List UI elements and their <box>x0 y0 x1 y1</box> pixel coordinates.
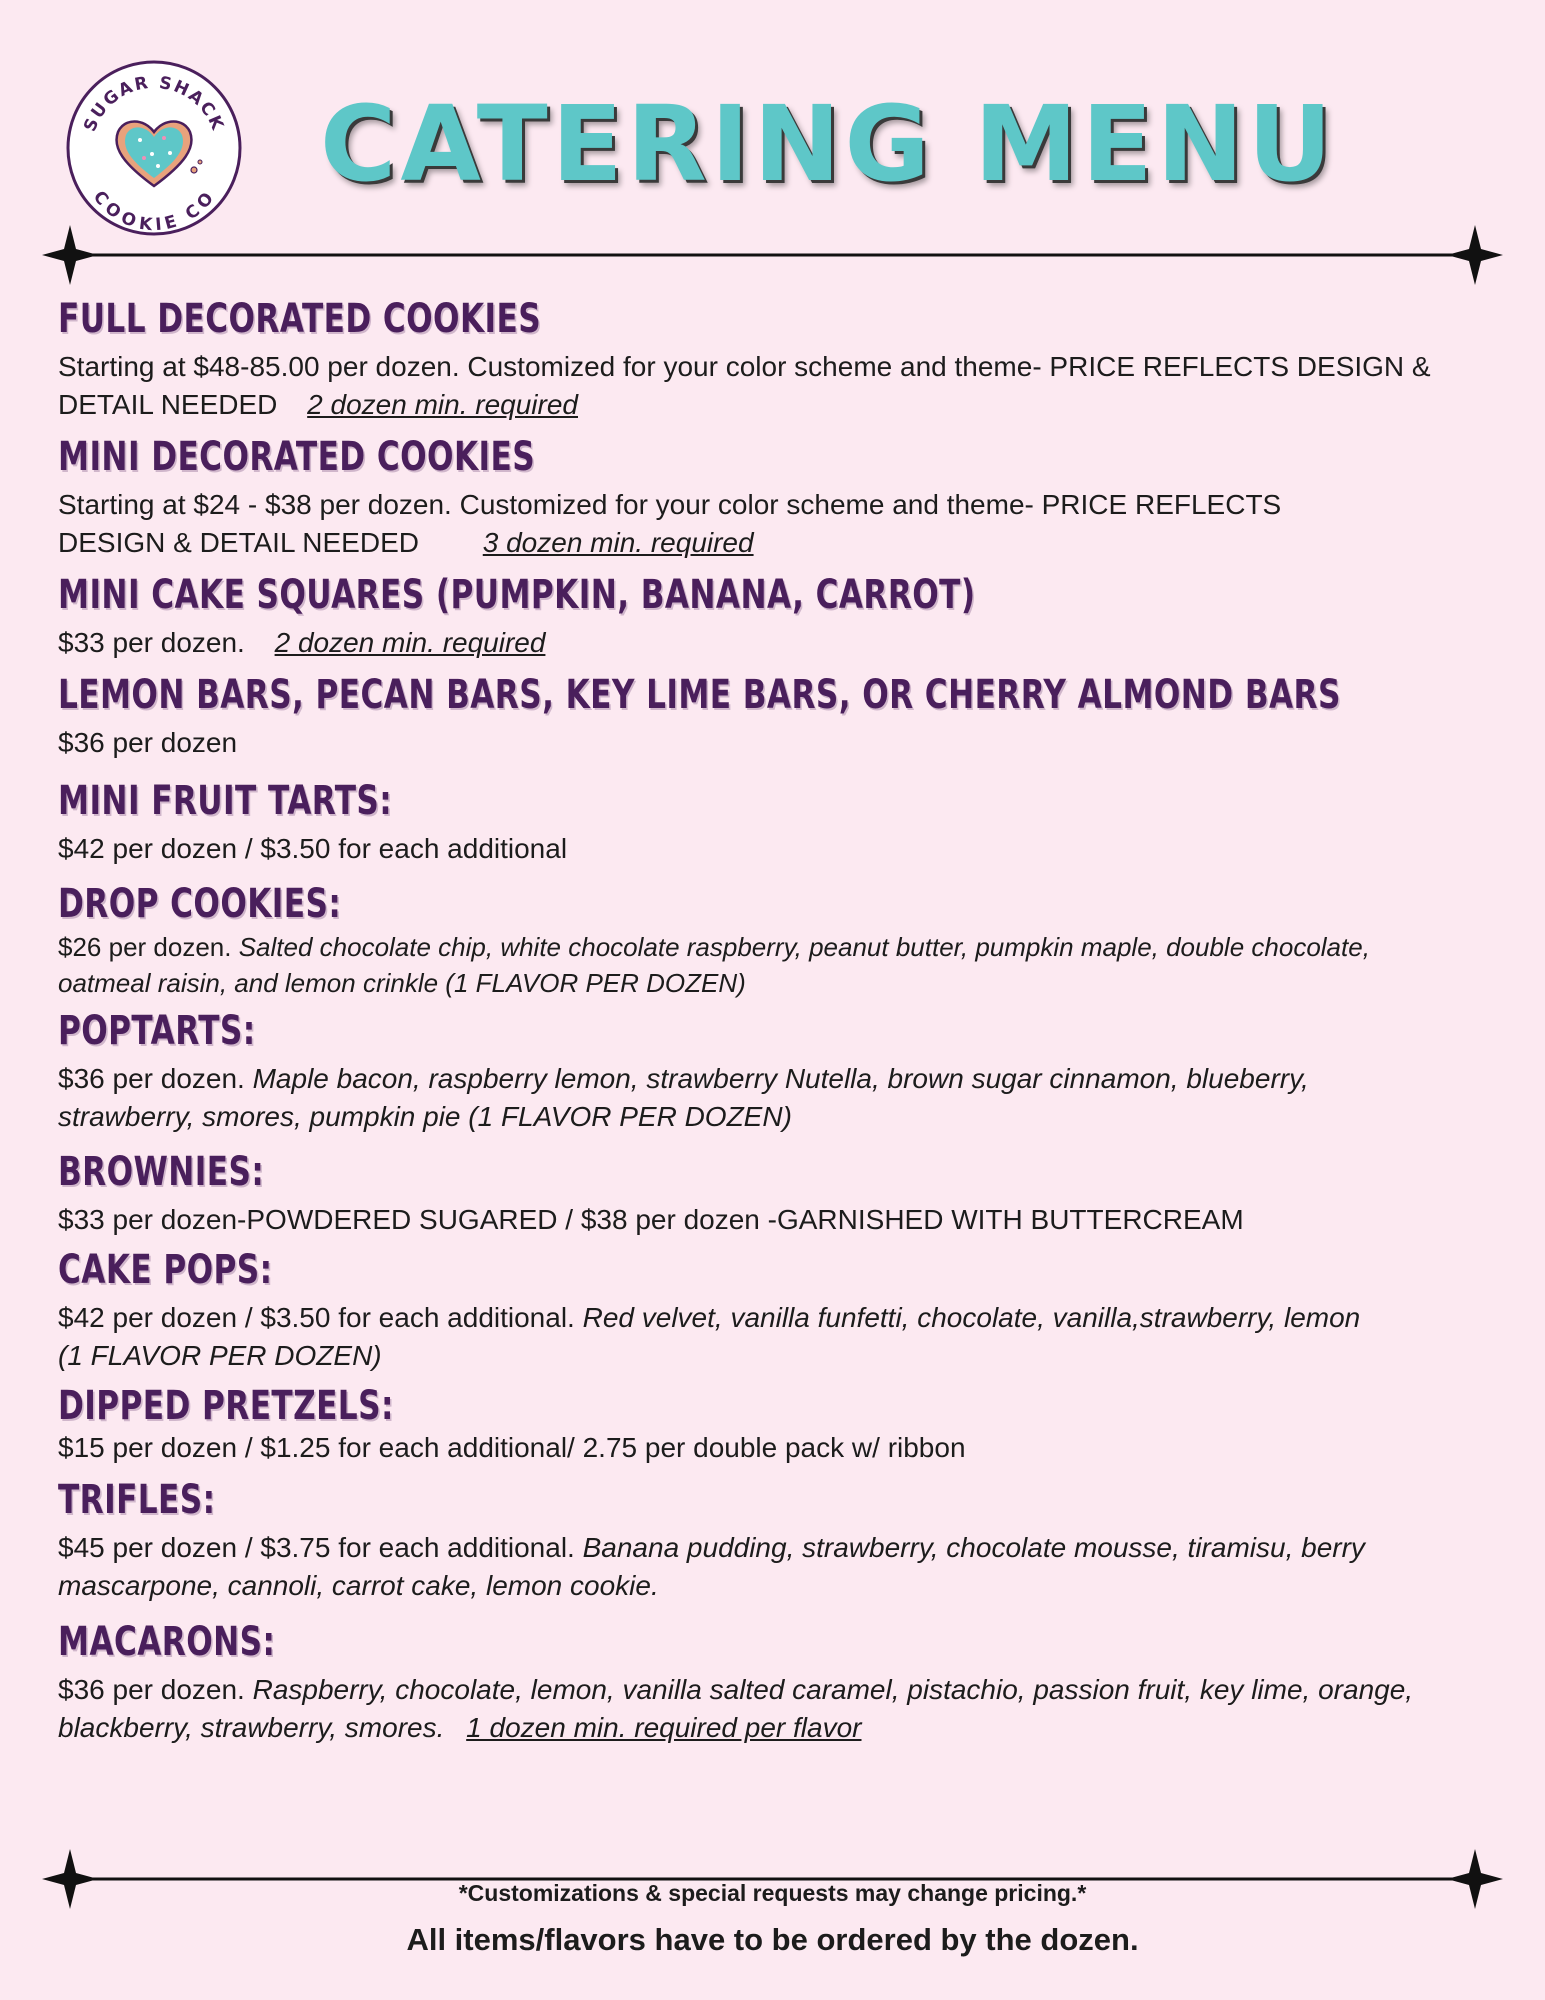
item-heading: MINI DECORATED COOKIES <box>58 434 536 481</box>
item-minimum: 2 dozen min. required <box>307 389 578 421</box>
item-heading: FULL DECORATED COOKIES <box>58 296 542 342</box>
sparkle-icon <box>42 225 98 285</box>
item-price: Starting at $24 - $38 per dozen. Customized for your color scheme and theme- PRICE REFLECTS DESIGN & DETAIL NEEDED <box>58 489 1282 559</box>
item-heading: POPTARTS: <box>58 1008 256 1055</box>
page-title: CATERING MENU <box>320 83 1337 205</box>
logo-sugar-shack-cookie-co <box>64 58 244 238</box>
item-heading: MINI CAKE SQUARES (PUMPKIN, BANANA, CARROT) <box>58 572 976 619</box>
menu-item-drop-cookies <box>58 881 1498 1003</box>
item-heading: MACARONS: <box>58 1618 276 1665</box>
footer-main: All items/flavors have to be ordered by the dozen. <box>406 1922 1139 1957</box>
item-flavors: Maple bacon, raspberry lemon, strawberry Nutella, brown sugar cinnamon, blueberry, strawberry, smores, pumpkin pie (1 FLAVOR PER DOZEN) <box>58 1063 1309 1133</box>
item-flavors: Banana pudding, strawberry, chocolate mousse, tiramisu, berry mascarpone, cannoli, carrot cake, lemon cookie. <box>58 1531 1365 1601</box>
menu-item-trifles <box>58 1477 1498 1605</box>
sparkle-icon <box>1447 225 1503 285</box>
item-heading: BROWNIES: <box>58 1148 265 1195</box>
item-flavors: Red velvet, vanilla funfetti, chocolate, vanilla,strawberry, lemon (1 FLAVOR PER DOZEN) <box>58 1301 1361 1371</box>
item-flavors: Salted chocolate chip, white chocolate raspberry, peanut butter, pumpkin maple, double chocolate, oatmeal raisin, and lemon crinkle (1 FLAVOR PER DOZEN) <box>58 931 1370 999</box>
item-description <box>58 1060 1348 1136</box>
menu-item-cake-pops <box>58 1247 1498 1375</box>
item-heading: TRIFLES: <box>58 1476 216 1523</box>
item-price: $42 per dozen / $3.50 for each additional <box>58 833 568 865</box>
item-minimum: 2 dozen min. required <box>274 627 546 659</box>
item-price: $15 per dozen / $1.25 for each additional/ 2.75 per double pack w/ ribbon <box>58 1431 966 1463</box>
item-price: $36 per dozen. <box>58 1063 245 1095</box>
item-description <box>58 486 1358 562</box>
menu-item-full-decorated-cookies <box>58 296 1498 424</box>
item-description <box>58 830 1498 868</box>
divider-top <box>40 215 1505 295</box>
item-minimum: 1 dozen min. required per flavor <box>466 1712 862 1744</box>
item-description <box>58 1299 1368 1375</box>
item-description <box>58 724 1498 762</box>
item-price: $26 per dozen. <box>58 931 232 962</box>
item-description <box>58 1201 1498 1239</box>
menu-item-mini-decorated-cookies <box>58 434 1498 562</box>
menu-item-brownies <box>58 1149 1498 1239</box>
item-price: $36 per dozen. <box>58 1673 245 1705</box>
item-flavors: Raspberry, chocolate, lemon, vanilla salted caramel, pistachio, passion fruit, key lime, orange, blackberry, strawberry, smores. <box>58 1673 1414 1744</box>
divider-bottom <box>40 1839 1505 1919</box>
menu-item-dipped-pretzels <box>58 1383 1498 1467</box>
item-description <box>58 929 1378 1003</box>
item-description <box>58 1529 1388 1605</box>
menu-item-macarons <box>58 1619 1498 1747</box>
item-price: $36 per dozen <box>58 727 238 759</box>
menu-item-poptarts <box>58 1008 1498 1136</box>
menu-item-bars <box>58 672 1498 762</box>
item-heading: DIPPED PRETZELS: <box>58 1382 394 1429</box>
item-price: $33 per dozen. <box>58 627 245 659</box>
item-description <box>58 1429 1498 1467</box>
item-heading: CAKE POPS: <box>58 1246 273 1293</box>
item-heading: MINI FRUIT TARTS: <box>58 778 393 825</box>
item-price: $33 per dozen-POWDERED SUGARED / $38 per dozen -GARNISHED WITH BUTTERCREAM <box>58 1203 1244 1235</box>
item-description <box>58 348 1498 424</box>
item-minimum: 3 dozen min. required <box>482 527 754 559</box>
menu-list <box>58 296 1498 1747</box>
item-description <box>58 624 1498 662</box>
item-heading: DROP COOKIES: <box>58 880 342 927</box>
footer-note: *Customizations & special requests may change pricing.* <box>458 1880 1087 1906</box>
logo-bottom-text: COOKIE CO <box>88 187 220 236</box>
item-price: $42 per dozen / $3.50 for each additional. <box>58 1301 575 1333</box>
menu-item-mini-cake-squares <box>58 572 1498 662</box>
item-description <box>58 1671 1478 1747</box>
item-heading: LEMON BARS, PECAN BARS, KEY LIME BARS, OR CHERRY ALMOND BARS <box>58 672 1341 719</box>
item-price: Starting at $48-85.00 per dozen. Customized for your color scheme and theme- PRICE REFLECTS DESIGN & DETAIL NEEDED <box>58 351 1431 421</box>
item-price: $45 per dozen / $3.75 for each additional. <box>58 1531 575 1563</box>
menu-item-mini-fruit-tarts <box>58 778 1498 868</box>
logo-top-text: SUGAR SHACK <box>80 72 228 135</box>
